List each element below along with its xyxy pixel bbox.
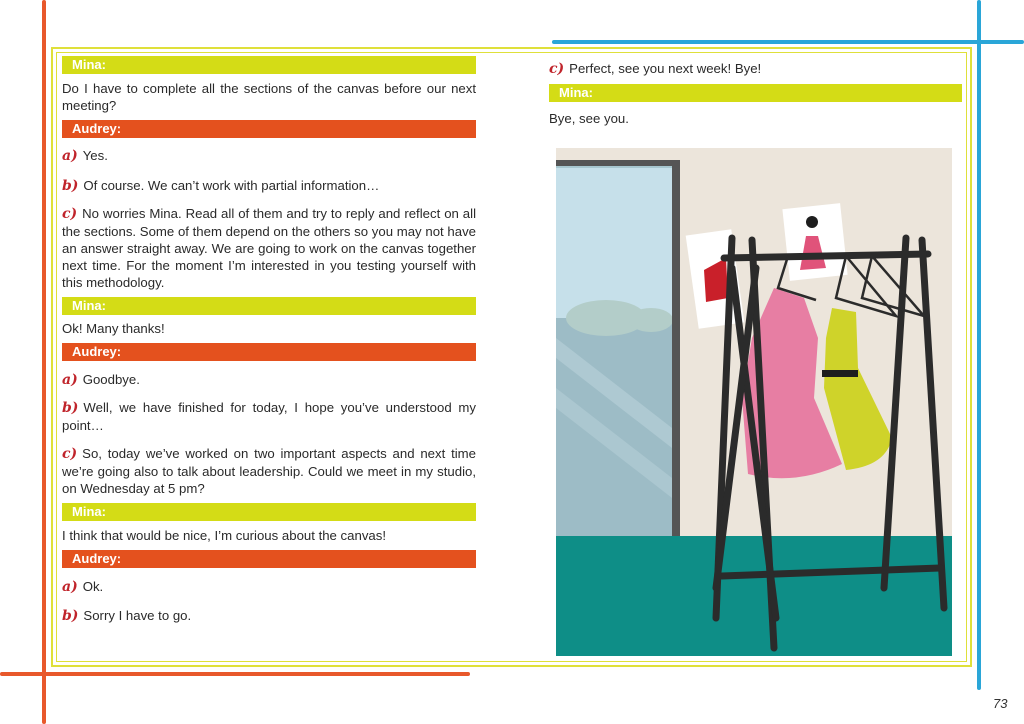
option-text: Ok. [82,579,104,594]
option-letter: b) [62,608,79,624]
answer-option[interactable] [62,205,476,291]
option-text: Goodbye. [82,372,140,387]
option-text: So, today we’ve worked on two important aspects and next time we’re going also to talk about leadership. Could we meet in my studio, on Wednesday at 5 pm? [62,446,476,496]
option-text: Of course. We can’t work with partial information… [83,178,380,193]
clothes-rack-illustration [556,148,952,656]
option-text: No worries Mina. Read all of them and try to reply and reflect on all the sections. Some of them depend on the others so you may not have an answer straight away. We are going to work on the canvas together next time. For the moment I’m interested in you testing yourself with this methodology. [62,206,476,290]
option-text: Perfect, see you next week! Bye! [569,61,762,76]
option-letter: c) [549,61,565,77]
speaker-bar-mina: Mina: [549,84,962,102]
answer-option[interactable] [549,60,962,77]
answer-option[interactable] [62,177,476,194]
orange-vertical-line [42,0,46,724]
option-letter: a) [62,579,78,595]
answer-option[interactable] [62,445,476,497]
speaker-bar-mina: Mina: [62,297,476,315]
option-text: Yes. [82,148,108,163]
mina-line: I think that would be nice, I’m curious about the canvas! [62,528,387,543]
answer-option[interactable] [62,371,476,388]
answer-option[interactable] [62,607,476,624]
page-number: 73 [993,696,1008,711]
option-letter: c) [62,446,78,462]
speaker-bar-mina: Mina: [62,503,476,521]
option-letter: b) [62,178,79,194]
mina-line: Do I have to complete all the sections of the canvas before our next meeting? [62,81,476,113]
dialogue-left-column [62,56,476,624]
blue-vertical-line [977,0,981,690]
mina-line: Ok! Many thanks! [62,321,165,336]
answer-option[interactable] [62,147,476,164]
speaker-bar-mina: Mina: [62,56,476,74]
answer-option[interactable] [62,399,476,434]
option-text: Well, we have finished for today, I hope you’ve understood my point… [62,400,476,433]
option-text: Sorry I have to go. [83,608,192,623]
option-letter: b) [62,400,79,416]
option-letter: c) [62,206,78,222]
option-letter: a) [62,148,78,164]
blue-horizontal-line [552,40,1024,44]
speaker-bar-audrey: Audrey: [62,550,476,568]
answer-option[interactable] [62,578,476,595]
orange-horizontal-line [0,672,470,676]
speaker-bar-audrey: Audrey: [62,120,476,138]
speaker-bar-audrey: Audrey: [62,343,476,361]
dialogue-right-column [549,56,962,127]
mina-line: Bye, see you. [549,111,629,126]
option-letter: a) [62,372,78,388]
